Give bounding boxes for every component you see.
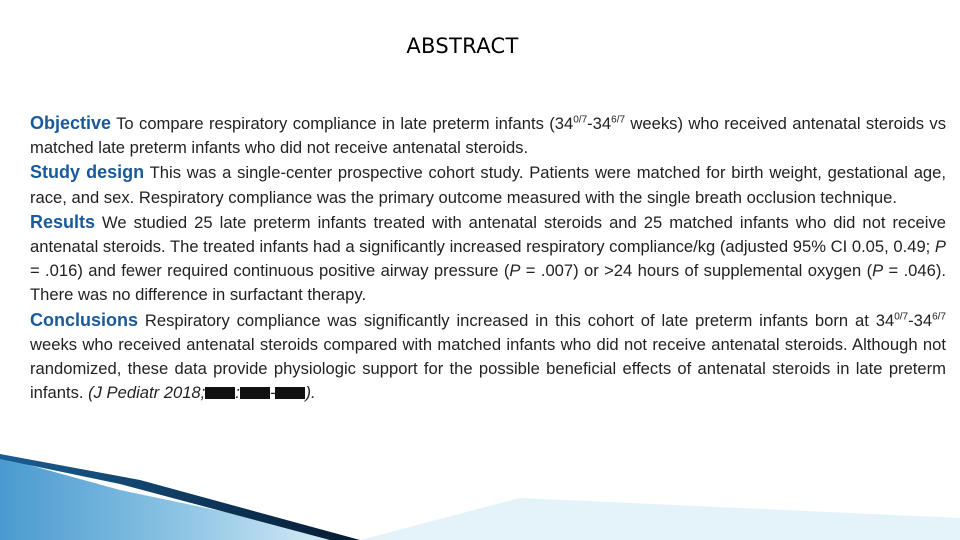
decoration-pale-wave	[360, 498, 960, 540]
conclusions-text-2: -34	[908, 310, 933, 330]
results-text-1: We studied 25 late preterm infants treated with antenatal steroids and 25 matched infants who did not receive antenatal steroids. The treated infants had a significantly increased respiratory compliance/kg (adjusted 95% CI 0.05, 0.49;	[30, 212, 946, 257]
objective-sup-2: 6/7	[611, 114, 626, 126]
objective-sup-1: 0/7	[573, 114, 588, 126]
results-heading: Results	[30, 211, 96, 232]
conclusions-heading: Conclusions	[30, 309, 139, 330]
objective-text-3: weeks) who received antenatal steroids vs matched late preterm infants who did not receive antenatal steroids.	[30, 114, 946, 158]
objective-paragraph	[30, 111, 946, 160]
objective-text-1: To compare respiratory compliance in late preterm infants (34	[116, 114, 574, 133]
conclusions-paragraph	[30, 308, 946, 406]
objective-heading: Objective	[30, 113, 112, 133]
redacted-page-end	[275, 387, 305, 399]
study-design-text: This was a single-center prospective cohort study. Patients were matched for birth weight, gestational age, race, and sex. Respiratory compliance was the primary outcome measured with the single breath occlusion technique.	[30, 163, 947, 207]
redacted-volume	[205, 387, 235, 399]
abstract-body	[30, 111, 946, 405]
results-p-1: P	[934, 237, 946, 257]
conclusions-sup-2: 6/7	[932, 311, 946, 323]
study-design-heading: Study design	[30, 162, 145, 183]
citation-sep-2: -	[269, 383, 276, 403]
results-text-3: = .007) or >24 hours of supplemental oxygen (	[520, 261, 873, 281]
results-paragraph	[30, 210, 946, 308]
redacted-page-start	[240, 387, 270, 399]
citation-open: (J Pediatr 2018;	[88, 383, 206, 403]
results-p-3: P	[872, 261, 884, 281]
conclusions-text-1: Respiratory compliance was significantly increased in this cohort of late preterm infants born at 34	[144, 310, 895, 330]
conclusions-text-3: weeks who received antenatal steroids compared with matched infants who did not receive antenatal steroids. Although not randomized, these data provide physiologic support for the possible beneficial effects of antenatal steroids in late preterm infants.	[30, 334, 946, 403]
results-text-4: = .046). There was no difference in surfactant therapy.	[30, 261, 947, 305]
objective-text-2: -34	[587, 114, 612, 133]
slide-title: ABSTRACT	[406, 34, 519, 58]
conclusions-sup-1: 0/7	[894, 311, 909, 323]
citation	[88, 383, 315, 402]
citation-close: ).	[305, 383, 316, 403]
results-p-2: P	[509, 261, 521, 281]
results-text-2: = .016) and fewer required continuous positive airway pressure (	[30, 261, 510, 281]
citation-sep-1: :	[235, 383, 240, 403]
slide-decoration	[0, 440, 960, 540]
study-design-paragraph	[30, 160, 946, 209]
